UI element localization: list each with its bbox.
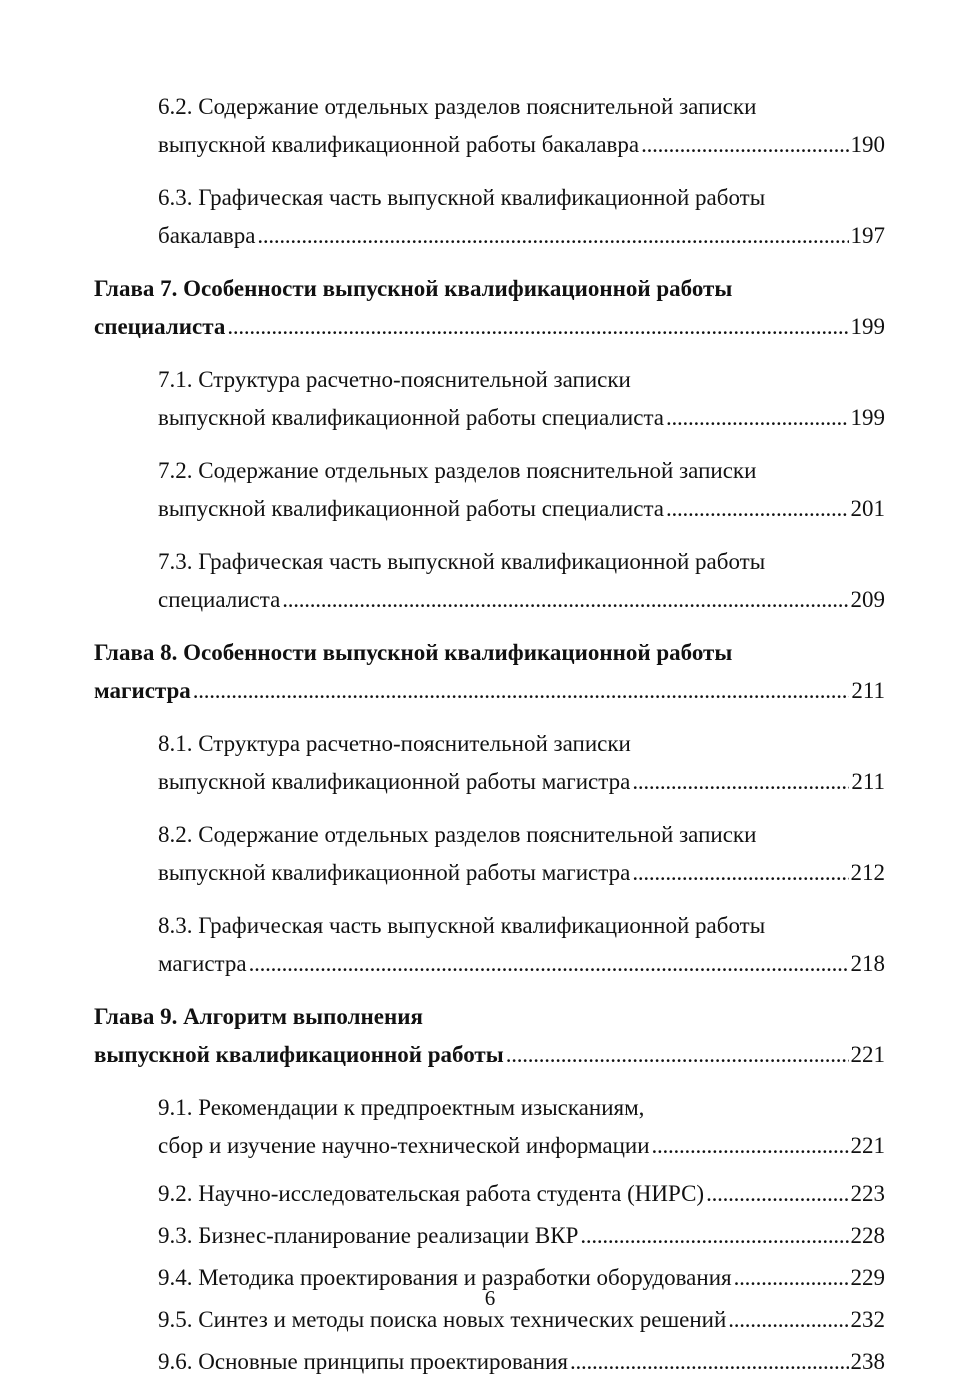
toc-entry-title-line: 6.2. Содержание отдельных разделов пояснительной записки [158,94,757,119]
toc-page-number: 211 [851,678,885,703]
toc-entry-leader-line [158,1127,885,1165]
toc-entry-title-continuation: сбор и изучение научно-технической информации [158,1133,650,1158]
toc-entry-title-continuation: 9.4. Методика проектирования и разработки оборудования [158,1265,732,1290]
dot-leader [666,490,849,528]
toc-entry-title-line: 8.2. Содержание отдельных разделов пояснительной записки [158,822,757,847]
toc-entry-title-line: 7.1. Структура расчетно-пояснительной записки [158,367,631,392]
toc-entry-leader-line [158,945,885,983]
toc-page-number: 199 [850,405,885,430]
dot-leader [652,1127,849,1165]
toc-entry-title-continuation: выпускной квалификационной работы бакалавра [158,132,640,157]
dot-leader [666,399,849,437]
toc-entry-title-continuation: 9.3. Бизнес-планирование реализации ВКР [158,1223,579,1248]
toc-entry-title-continuation: 9.5. Синтез и методы поиска новых технических решений [158,1307,727,1332]
toc-entry-title-continuation: специалиста [158,587,281,612]
toc-entry-leader-line [158,490,885,528]
dot-leader [257,217,848,255]
toc-section-entry [0,1089,980,1165]
toc-entry-title-continuation: 9.2. Научно-исследовательская работа студента (НИРС) [158,1181,705,1206]
dot-leader [282,581,848,619]
toc-chapter-entry [0,998,980,1074]
toc-entry-leader-line [158,399,885,437]
toc-entry-title-continuation: выпускной квалификационной работы специалиста [158,496,664,521]
toc-entry-leader-line [158,854,885,892]
toc-page-number: 221 [850,1042,885,1067]
toc-page-number: 197 [850,223,885,248]
dot-leader [193,672,850,710]
toc-section-entry [0,1222,980,1249]
toc-entry-title-line: 7.3. Графическая часть выпускной квалификационной работы [158,549,766,574]
toc-entry-leader-line [158,1180,885,1207]
toc-section-entry [0,1348,980,1375]
toc-page-number: 209 [850,587,885,612]
toc-page-number: 201 [850,496,885,521]
toc-entry-leader-line [94,308,885,346]
toc-entry-leader-line [158,763,885,801]
toc-page-number: 229 [850,1265,885,1290]
toc-chapter-entry [0,634,980,710]
toc-entry-title-continuation: выпускной квалификационной работы [94,1042,504,1067]
dot-leader [249,945,849,983]
toc-page-number: 232 [850,1307,885,1332]
toc-entry-leader-line [94,672,885,710]
toc-entry-title-continuation: бакалавра [158,223,256,248]
toc-page-number: 223 [850,1181,885,1206]
toc-entry-title-line: 9.1. Рекомендации к предпроектным изысканиям, [158,1095,645,1120]
toc-entry-leader-line [158,581,885,619]
toc-page-number: 221 [850,1133,885,1158]
table-of-contents [0,88,980,1390]
toc-section-entry [0,361,980,437]
toc-entry-title-continuation: выпускной квалификационной работы магистра [158,860,631,885]
dot-leader [506,1036,849,1074]
toc-entry-title-line: Глава 8. Особенности выпускной квалификационной работы [94,640,733,665]
toc-entry-leader-line [158,1222,885,1249]
toc-entry-title-continuation: выпускной квалификационной работы магистра [158,769,631,794]
toc-page-number: 199 [850,314,885,339]
toc-chapter-entry [0,270,980,346]
toc-section-entry [0,452,980,528]
toc-entry-title-line: Глава 9. Алгоритм выполнения [94,1004,423,1029]
toc-entry-title-line: Глава 7. Особенности выпускной квалификационной работы [94,276,733,301]
dot-leader [570,1348,848,1375]
dot-leader [580,1222,848,1249]
toc-section-entry [0,543,980,619]
toc-page-number: 190 [850,132,885,157]
toc-entry-title-line: 7.2. Содержание отдельных разделов пояснительной записки [158,458,757,483]
toc-page-number: 218 [850,951,885,976]
dot-leader [227,308,848,346]
toc-entry-title-line: 8.3. Графическая часть выпускной квалификационной работы [158,913,766,938]
page-number: 6 [484,1286,496,1310]
dot-leader [632,763,849,801]
dot-leader [641,126,848,164]
toc-entry-leader-line [158,1348,885,1375]
toc-entry-title-continuation: магистра [158,951,247,976]
toc-page-number: 238 [850,1349,885,1374]
toc-section-entry [0,816,980,892]
dot-leader [632,854,848,892]
toc-entry-title-continuation: специалиста [94,314,226,339]
toc-page-number: 211 [851,769,885,794]
toc-section-entry [0,907,980,983]
toc-entry-leader-line [158,217,885,255]
toc-section-entry [0,88,980,164]
toc-page-number: 228 [850,1223,885,1248]
toc-entry-title-continuation: магистра [94,678,191,703]
toc-entry-title-continuation: 9.6. Основные принципы проектирования [158,1349,569,1374]
toc-entry-title-continuation: выпускной квалификационной работы специалиста [158,405,664,430]
toc-section-entry [0,725,980,801]
toc-page-number: 212 [850,860,885,885]
toc-entry-title-line: 6.3. Графическая часть выпускной квалификационной работы [158,185,766,210]
dot-leader [706,1180,848,1207]
toc-entry-title-line: 8.1. Структура расчетно-пояснительной записки [158,731,631,756]
toc-section-entry [0,1180,980,1207]
toc-entry-leader-line [94,1036,885,1074]
toc-entry-leader-line [158,126,885,164]
toc-section-entry [0,179,980,255]
